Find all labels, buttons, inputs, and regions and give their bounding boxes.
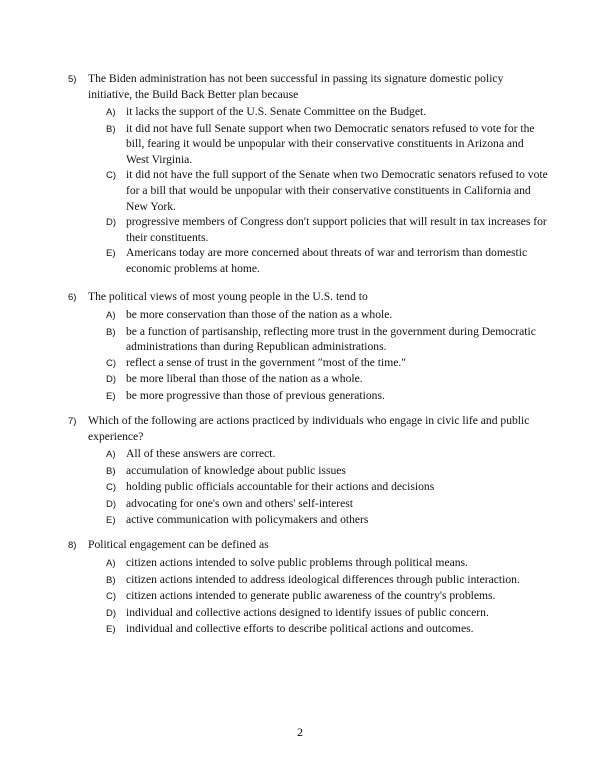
option-letter: B) xyxy=(106,465,116,477)
option-letter: D) xyxy=(106,607,117,619)
option-text: be more conservation than those of the nation as a whole. xyxy=(126,308,393,321)
option-letter: A) xyxy=(106,558,116,569)
page-number: 2 xyxy=(297,725,303,739)
question-7 xyxy=(68,413,548,529)
answer-options xyxy=(68,555,548,638)
option-letter: C) xyxy=(106,482,117,494)
option-letter: D) xyxy=(106,374,117,386)
option-letter: B) xyxy=(106,326,116,338)
option-letter: C) xyxy=(106,357,117,369)
answer-option xyxy=(68,605,548,622)
answer-options xyxy=(68,104,548,277)
question-text: The political views of most young people in the U.S. tend to xyxy=(88,290,368,303)
option-letter: B) xyxy=(106,123,116,135)
question-text: The Biden administration has not been successful in passing its signature domestic policy initiative, the Build Back Better plan because xyxy=(88,72,504,101)
option-letter: C) xyxy=(106,591,117,603)
option-letter: E) xyxy=(106,248,116,260)
answer-option xyxy=(68,245,548,276)
option-text: be more progressive than those of previous generations. xyxy=(126,388,385,402)
option-text: it did not have full Senate support when two Democratic senators refused to vote for the bill, fearing it would be unpopular with their conservative constituents in Arizona and West Virginia. xyxy=(126,121,535,166)
answer-options xyxy=(68,307,548,405)
question-number: 8) xyxy=(68,540,77,551)
option-text: All of these answers are correct. xyxy=(126,447,276,460)
option-text: individual and collective efforts to describe political actions and outcomes. xyxy=(126,622,474,636)
option-text: be a function of partisanship, reflecting more trust in the government during Democratic administrations than during Republican administrations. xyxy=(126,324,536,354)
question-text: Which of the following are actions practiced by individuals who engage in civic life and public experience? xyxy=(88,414,530,443)
option-text: progressive members of Congress don′t support policies that will result in tax increases for their constituents. xyxy=(126,215,547,244)
answer-option xyxy=(68,307,548,324)
question-5 xyxy=(68,71,548,277)
option-text: holding public officials accountable for their actions and decisions xyxy=(126,480,435,494)
option-text: citizen actions intended to address ideological differences through public interaction. xyxy=(126,572,520,586)
answer-option xyxy=(68,324,548,355)
answer-option xyxy=(68,121,548,168)
answer-option xyxy=(68,463,548,480)
answer-option xyxy=(68,214,548,245)
option-letter: A) xyxy=(106,449,116,460)
answer-option xyxy=(68,355,548,372)
answer-options xyxy=(68,446,548,529)
question-text: Political engagement can be defined as xyxy=(88,538,269,551)
option-letter: A) xyxy=(106,310,116,321)
option-text: be more liberal than those of the nation as a whole. xyxy=(126,372,363,386)
option-letter: D) xyxy=(106,217,117,229)
answer-option xyxy=(68,371,548,388)
answer-option xyxy=(68,512,548,529)
answer-option xyxy=(68,555,548,572)
answer-option xyxy=(68,167,548,214)
option-letter: B) xyxy=(106,574,116,586)
option-text: individual and collective actions designed to identify issues of public concern. xyxy=(126,605,489,619)
answer-option xyxy=(68,479,548,496)
option-letter: C) xyxy=(106,170,117,182)
answer-option xyxy=(68,496,548,513)
option-letter: E) xyxy=(106,515,116,527)
option-text: citizen actions intended to solve public problems through political means. xyxy=(126,556,468,569)
question-6 xyxy=(68,289,548,405)
option-text: citizen actions intended to generate public awareness of the country's problems. xyxy=(126,589,496,603)
option-text: Americans today are more concerned about threats of war and terrorism than domestic economic problems at home. xyxy=(126,246,528,275)
option-letter: D) xyxy=(106,498,117,510)
question-number: 7) xyxy=(68,416,77,427)
option-text: it lacks the support of the U.S. Senate Committee on the Budget. xyxy=(126,105,427,118)
option-letter: E) xyxy=(106,624,116,636)
question-number: 6) xyxy=(68,292,77,303)
option-text: reflect a sense of trust in the government ″most of the time.″ xyxy=(126,355,407,369)
option-text: active communication with policymakers and others xyxy=(126,513,369,527)
answer-option xyxy=(68,446,548,463)
question-number: 5) xyxy=(68,74,77,85)
option-letter: A) xyxy=(106,107,116,118)
answer-option xyxy=(68,388,548,405)
option-text: advocating for one's own and others' self-interest xyxy=(126,496,353,510)
answer-option xyxy=(68,572,548,589)
question-8 xyxy=(68,537,548,638)
option-letter: E) xyxy=(106,390,116,402)
answer-option xyxy=(68,621,548,638)
option-text: accumulation of knowledge about public issues xyxy=(126,463,346,477)
answer-option xyxy=(68,588,548,605)
option-text: it did not have the full support of the Senate when two Democratic senators refused to vote for a bill that would be unpopular with their conservative constituents in California and New York. xyxy=(126,168,548,213)
answer-option xyxy=(68,104,548,121)
